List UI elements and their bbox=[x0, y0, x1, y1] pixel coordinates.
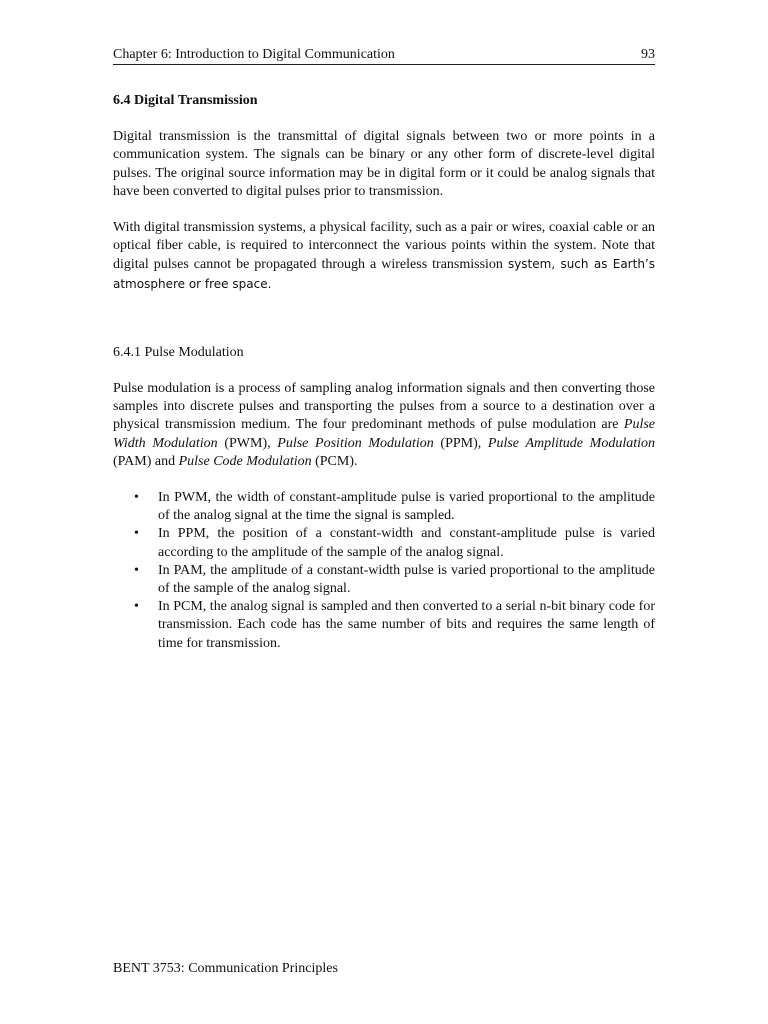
page-number: 93 bbox=[641, 47, 655, 62]
bullet-icon: • bbox=[134, 490, 139, 506]
paragraph-text: Pulse modulation is a process of sampling analog information signals and then converting those samples into discrete pulses and transporting the pulses from a source to a destination over a physical transmission medium. The four predominant methods of pulse modulation are bbox=[113, 381, 655, 433]
term-pwm: Pulse Width Modulation bbox=[113, 417, 655, 451]
abbr-pam: (PAM) and bbox=[113, 453, 179, 469]
paragraph-text-tail: system, such as Earth’s atmosphere or free space. bbox=[113, 257, 655, 291]
bullet-icon: • bbox=[134, 526, 139, 542]
bullet-list bbox=[113, 489, 655, 653]
list-item-text: In PAM, the amplitude of a constant-width pulse is varied proportional to the amplitude of the sample of the analog signal. bbox=[158, 562, 655, 597]
abbr-pcm: (PCM). bbox=[311, 453, 358, 469]
paragraph-transmission-systems bbox=[113, 219, 655, 294]
bullet-icon: • bbox=[134, 562, 139, 578]
list-item bbox=[134, 525, 655, 561]
list-item-text: In PWM, the width of constant-amplitude pulse is varied proportional to the amplitude of the analog signal at the time the signal is sampled. bbox=[158, 490, 655, 524]
list-item bbox=[134, 598, 655, 653]
abbr-pwm: (PWM), bbox=[217, 435, 278, 451]
term-pcm: Pulse Code Modulation bbox=[178, 453, 312, 469]
paragraph-digital-transmission: Digital transmission is the transmittal of digital signals between two or more points in a communication system. The signals can be binary or any other form of discrete-level digital pulses. The original source information may be in digital form or it could be analog signals that have been converted to digital pulses prior to transmission. bbox=[113, 129, 655, 199]
bullet-icon: • bbox=[134, 599, 139, 615]
paragraph-pulse-modulation bbox=[113, 380, 655, 471]
list-item-text: In PCM, the analog signal is sampled and then converted to a serial n-bit binary code for transmission. Each code has the same number of bits and requires the same length of time for transmission. bbox=[158, 599, 655, 651]
list-item bbox=[134, 562, 655, 598]
page-footer: BENT 3753: Communication Principles bbox=[113, 961, 338, 976]
page-content bbox=[113, 92, 655, 653]
page-header bbox=[113, 46, 655, 65]
list-item bbox=[134, 489, 655, 525]
term-ppm: Pulse Position Modulation bbox=[277, 435, 434, 451]
subsection-heading: 6.4.1 Pulse Modulation bbox=[113, 344, 244, 360]
term-pam: Pulse Amplitude Modulation bbox=[487, 435, 655, 451]
list-item-text: In PPM, the position of a constant-width and constant-amplitude pulse is varied according to the amplitude of the sample of the analog signal. bbox=[158, 526, 655, 560]
abbr-ppm: (PPM), bbox=[433, 435, 488, 451]
paragraph-text: With digital transmission systems, a physical facility, such as a pair or wires, coaxial cable or an optical fiber cable, is required to interconnect the various points within the system. Note that digital pulses cannot be propagated through a wireless transmission bbox=[113, 220, 655, 273]
section-heading: 6.4 Digital Transmission bbox=[113, 93, 258, 108]
chapter-title: Chapter 6: Introduction to Digital Communication bbox=[113, 47, 395, 62]
